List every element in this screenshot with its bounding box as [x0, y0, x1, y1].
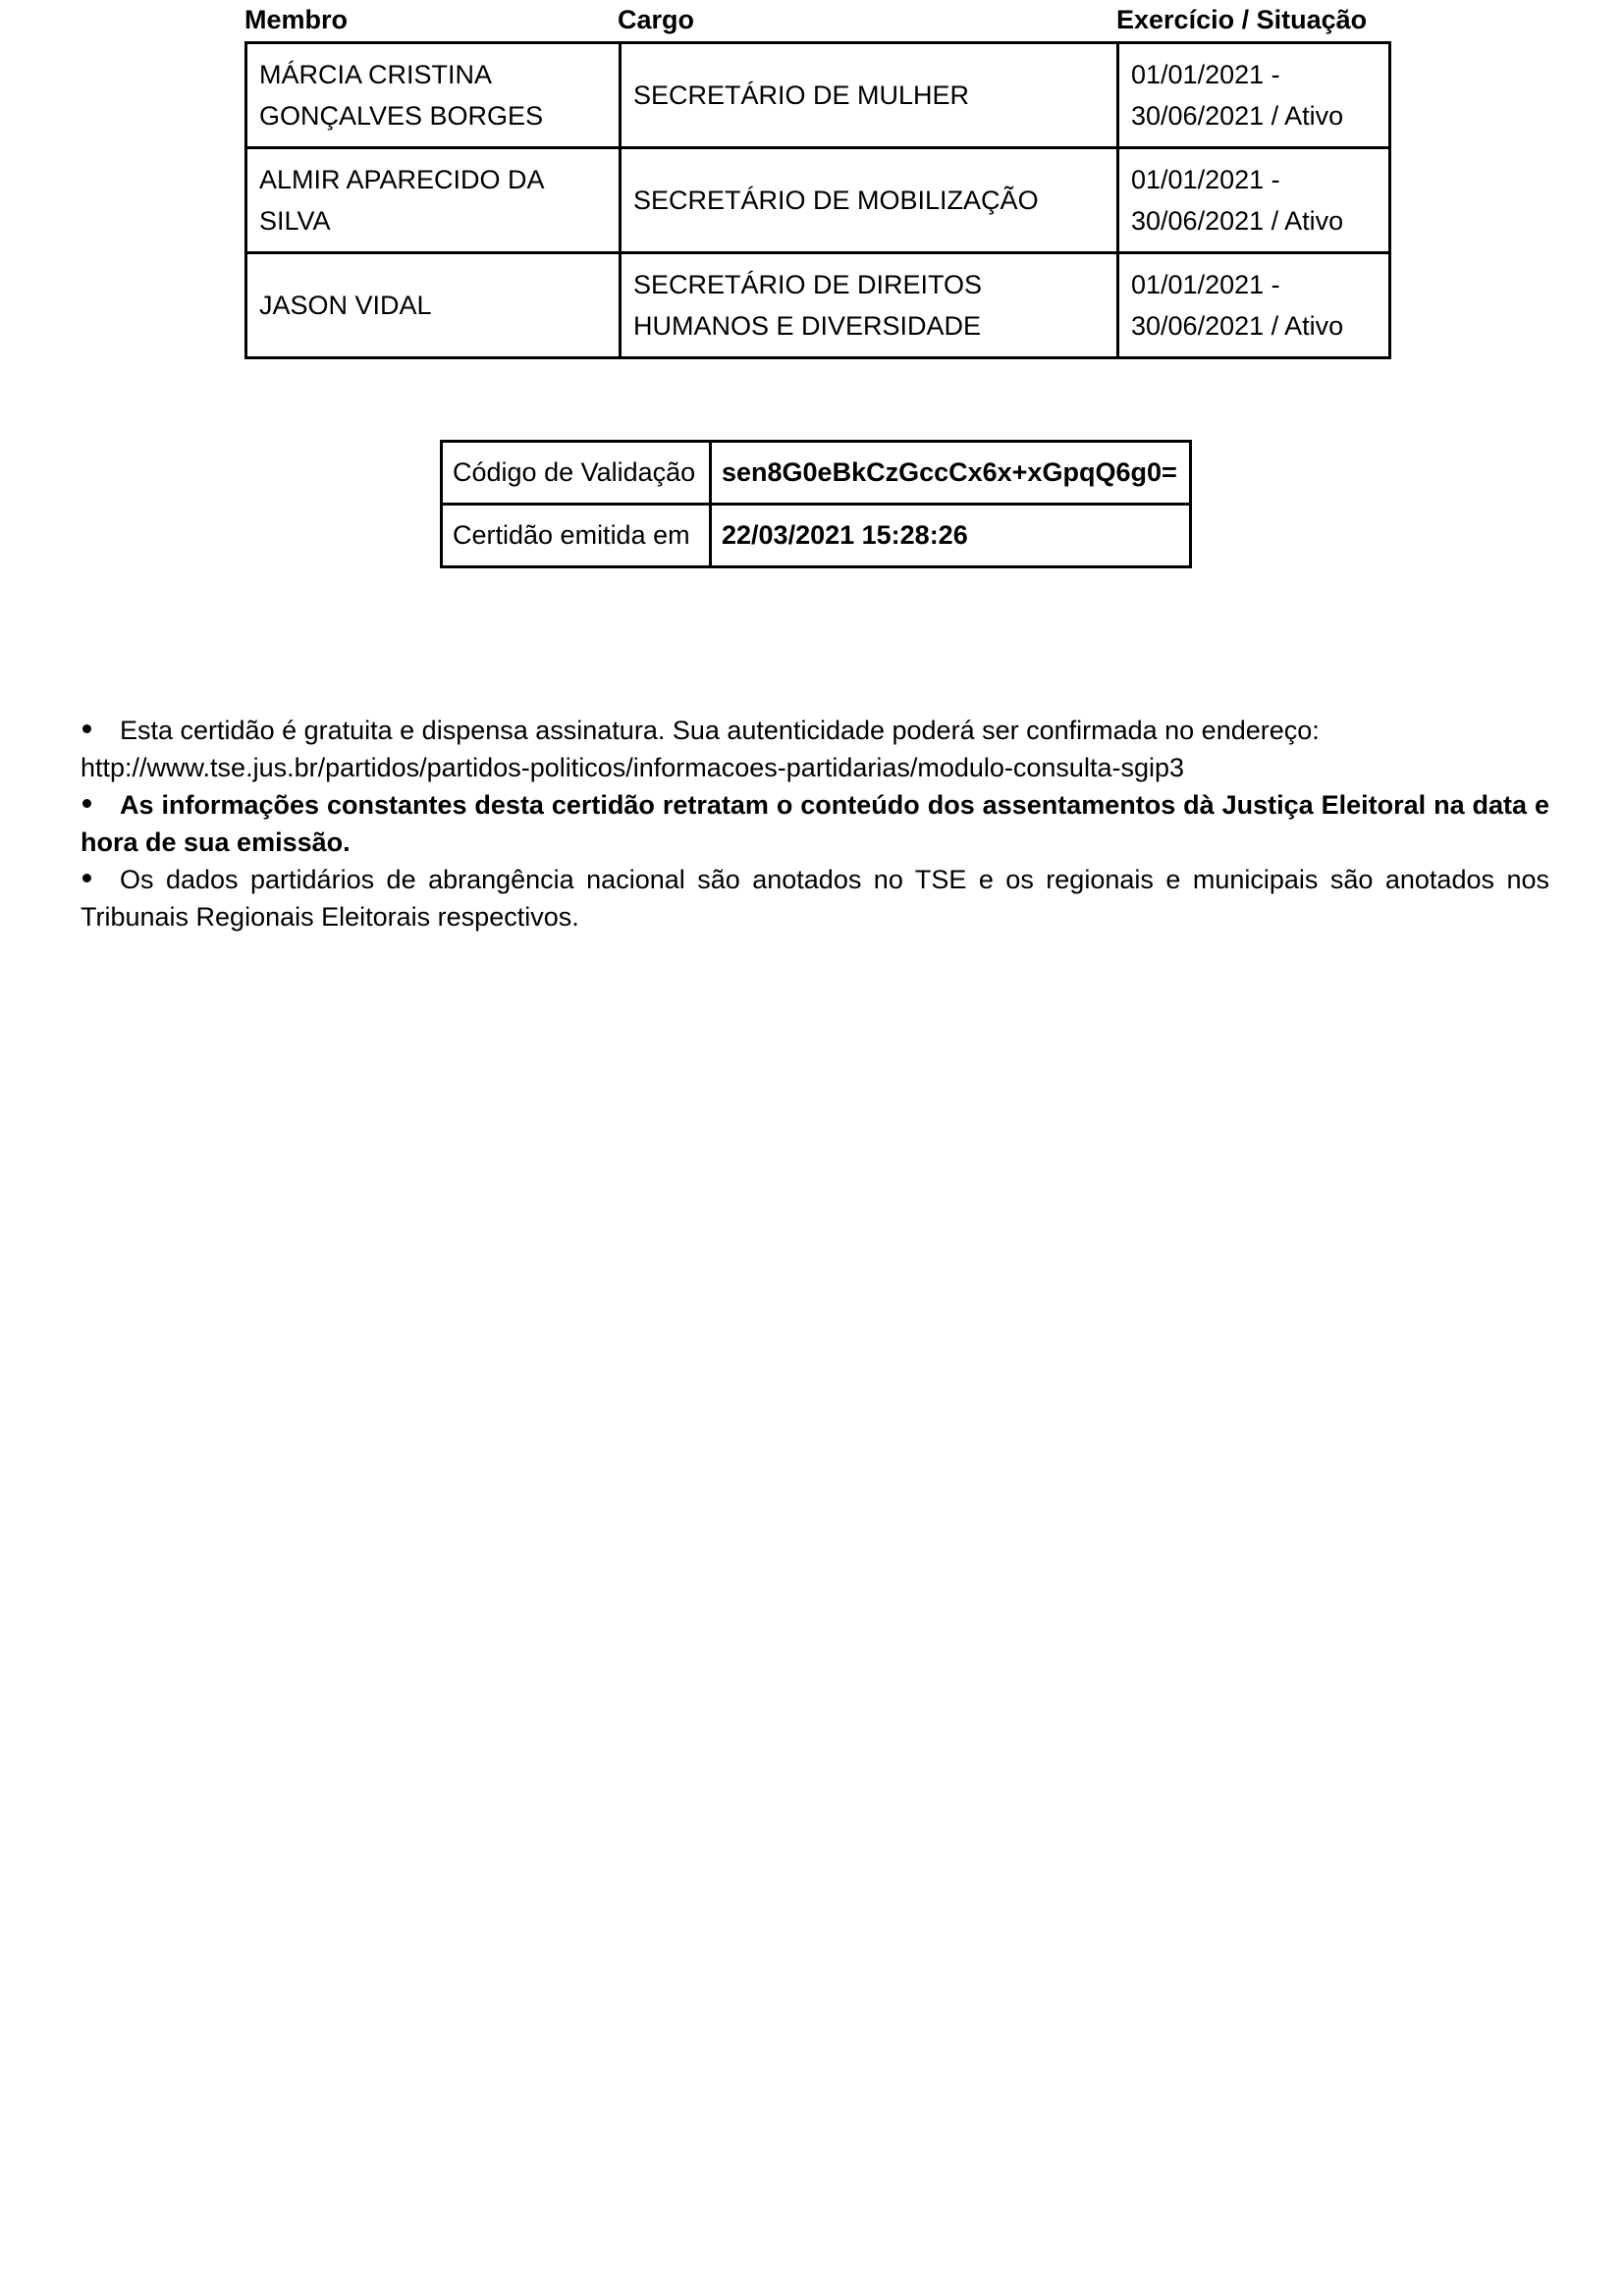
- cargo-line: SECRETÁRIO DE DIREITOS: [633, 270, 983, 299]
- exercicio-line: 30/06/2021 / Ativo: [1131, 311, 1344, 341]
- cargo-line: HUMANOS E DIVERSIDADE: [633, 311, 982, 341]
- membro-cell: [246, 148, 621, 253]
- membro-name-line: MÁRCIA CRISTINA: [259, 60, 493, 89]
- cargo-cell: [621, 253, 1118, 358]
- exercicio-line: 01/01/2021 -: [1131, 60, 1280, 89]
- table-row: [246, 253, 1390, 358]
- issued-at-value: 22/03/2021 15:28:26: [711, 505, 1191, 567]
- issued-at-label: Certidão emitida em: [442, 505, 711, 567]
- table-row: [442, 442, 1191, 505]
- validation-code-label: Código de Validação: [442, 442, 711, 505]
- cargo-cell: [621, 43, 1118, 148]
- membro-cell: [246, 253, 621, 358]
- header-exercicio: Exercício / Situação: [1116, 5, 1368, 34]
- membro-name-line: ALMIR APARECIDO DA: [259, 165, 545, 194]
- bullet-icon: [81, 712, 120, 749]
- membro-name-line: GONÇALVES BORGES: [259, 101, 544, 131]
- list-item: [81, 786, 1549, 861]
- list-item: [81, 861, 1549, 935]
- cargo-line: SECRETÁRIO DE MOBILIZAÇÃO: [633, 186, 1039, 215]
- note-text: Os dados partidários de abrangência nacional são anotados no TSE e os regionais e municipais são anotados nos Tribunais Regionais Eleitorais respectivos.: [81, 865, 1549, 932]
- members-header: [244, 0, 1388, 41]
- exercicio-line: 30/06/2021 / Ativo: [1131, 206, 1344, 236]
- table-row: [246, 43, 1390, 148]
- note-text: Esta certidão é gratuita e dispensa assinatura. Sua autenticidade poderá ser confirmada no endereço:: [120, 716, 1320, 745]
- table-row: [442, 505, 1191, 567]
- validation-url-link[interactable]: http://www.tse.jus.br/partidos/partidos-politicos/informacoes-partidarias/modulo-consulta-sgip3: [81, 753, 1185, 782]
- exercicio-line: 01/01/2021 -: [1131, 165, 1280, 194]
- list-item: [81, 712, 1549, 786]
- exercicio-cell: [1118, 148, 1390, 253]
- cargo-cell: [621, 148, 1118, 253]
- table-row: [246, 148, 1390, 253]
- members-table: [244, 41, 1391, 359]
- membro-name-line: SILVA: [259, 206, 331, 236]
- membro-cell: [246, 43, 621, 148]
- cargo-line: SECRETÁRIO DE MULHER: [633, 80, 970, 110]
- bullet-icon: [81, 861, 120, 898]
- header-cargo: Cargo: [618, 5, 695, 34]
- members-section: [244, 0, 1388, 359]
- exercicio-line: 30/06/2021 / Ativo: [1131, 101, 1344, 131]
- exercicio-cell: [1118, 43, 1390, 148]
- bullet-icon: [81, 786, 120, 824]
- note-text: As informações constantes desta certidão retratam o conteúdo dos assentamentos dà Justiça Eleitoral na data e hora de sua emissão.: [81, 790, 1549, 857]
- notes-list: [81, 712, 1549, 935]
- membro-name-line: JASON VIDAL: [259, 291, 432, 320]
- header-membro: Membro: [244, 5, 349, 34]
- validation-table: [440, 440, 1192, 568]
- exercicio-cell: [1118, 253, 1390, 358]
- exercicio-line: 01/01/2021 -: [1131, 270, 1280, 299]
- validation-code-value: sen8G0eBkCzGccCx6x+xGpqQ6g0=: [711, 442, 1191, 505]
